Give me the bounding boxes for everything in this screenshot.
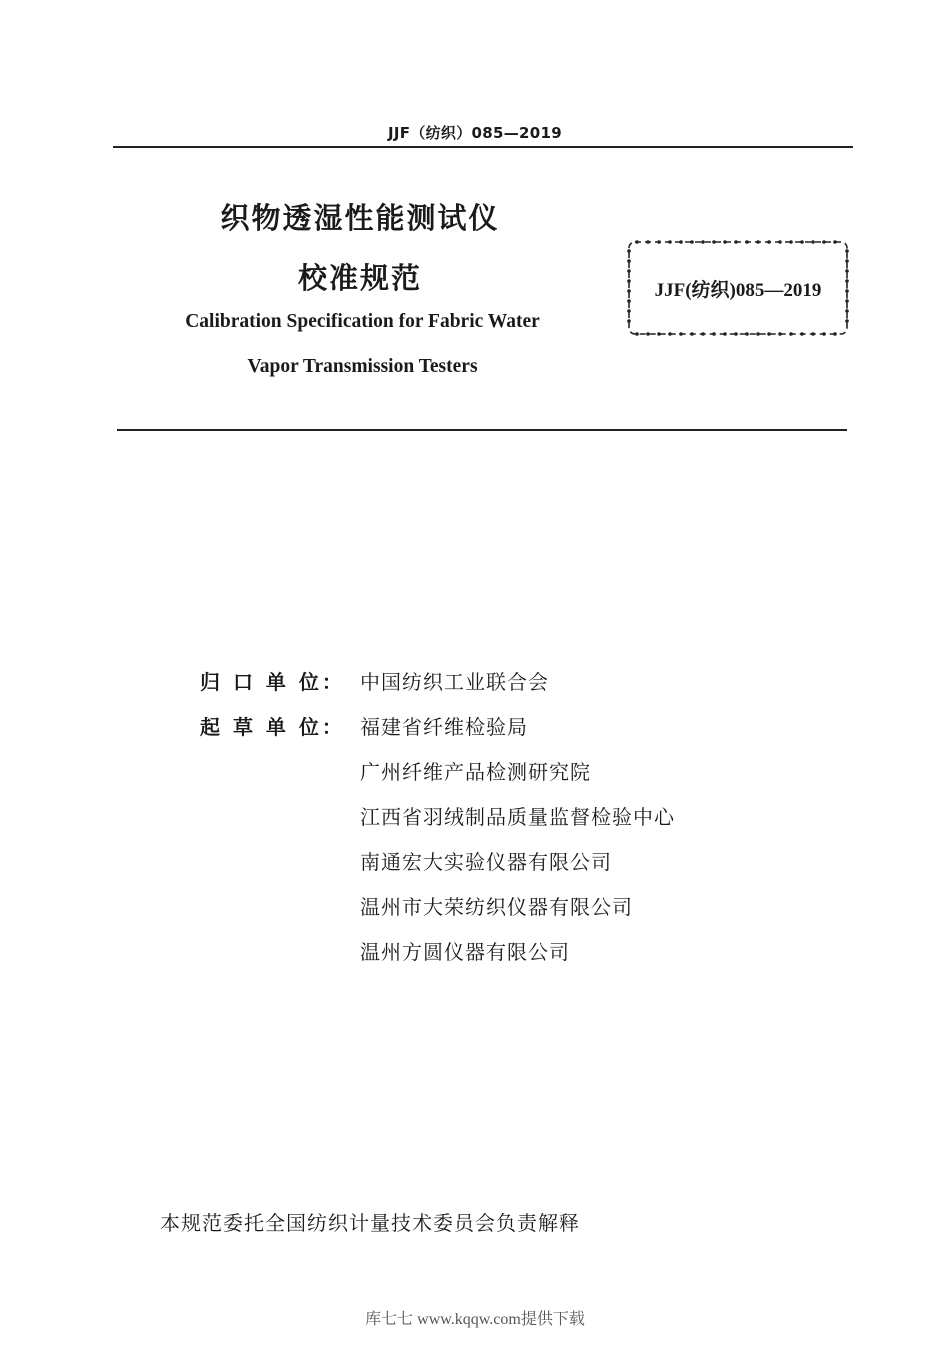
title-english-line-2: Vapor Transmission Testers [247, 356, 478, 377]
header-standard-code: JJF（纺织）085—2019 [388, 124, 562, 142]
title-divider [117, 429, 847, 431]
responsible-org-row [200, 667, 549, 697]
drafting-org-name: 南通宏大实验仪器有限公司 [360, 850, 612, 874]
standard-code-box: JJF(纺织)085—2019 [654, 279, 822, 301]
top-divider [113, 146, 853, 148]
responsible-org-name: 中国纺织工业联合会 [360, 670, 549, 694]
title-english-line-1: Calibration Specification for Fabric Water [185, 311, 540, 332]
title-chinese-line-2: 校准规范 [297, 261, 422, 295]
drafting-org-row [200, 712, 528, 742]
drafting-org-label: 起 草 单 位： [200, 715, 345, 739]
drafting-org-name: 温州市大荣纺织仪器有限公司 [360, 895, 633, 919]
drafting-org-name: 温州方圆仪器有限公司 [360, 940, 570, 964]
download-footer: 库七七 www.kqqw.com提供下载 [365, 1311, 585, 1328]
title-chinese-line-1: 织物透湿性能测试仪 [220, 201, 500, 235]
drafting-org-name: 广州纤维产品检测研究院 [360, 760, 591, 784]
responsible-org-label: 归 口 单 位： [200, 670, 345, 694]
drafting-org-name: 福建省纤维检验局 [360, 715, 528, 739]
interpretation-note: 本规范委托全国纺织计量技术委员会负责解释 [160, 1211, 580, 1235]
drafting-org-name: 江西省羽绒制品质量监督检验中心 [360, 805, 675, 829]
